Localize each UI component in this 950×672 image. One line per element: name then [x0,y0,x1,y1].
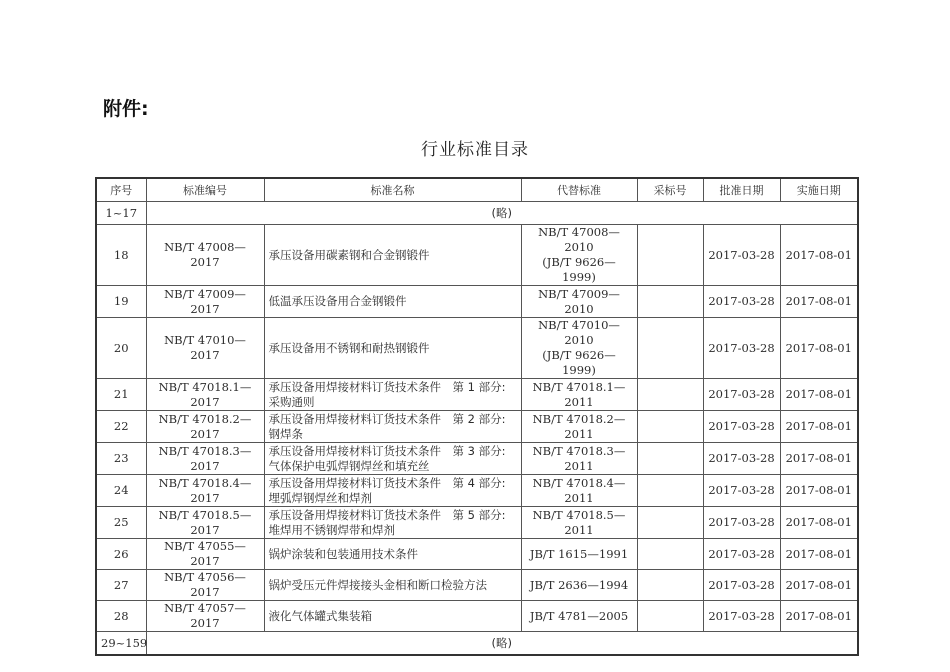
replaces-cell-line: NB/T 47018.4—2011 [532,475,626,505]
effective-cell [780,539,858,570]
name-cell-line: 液化气体罐式集装箱 [268,608,372,623]
replaces-cell [521,475,637,507]
replaces-cell [521,318,637,379]
header-code: 标准编号 [146,178,264,202]
code-cell [146,507,264,539]
omitted-text: (略) [146,202,858,225]
adopted-cell [637,411,703,443]
replaces-cell [521,539,637,570]
approved-cell [703,475,780,507]
replaces-cell [521,225,637,286]
replaces-cell [521,411,637,443]
name-cell-line: 承压设备用焊接材料订货技术条件 第 3 部分: [268,443,506,458]
effective-cell-line: 2017-08-01 [785,419,852,433]
name-cell-line: 承压设备用焊接材料订货技术条件 第 4 部分: [268,475,506,490]
effective-cell-line: 2017-08-01 [785,294,852,308]
header-adopted: 采标号 [637,178,703,202]
approved-cell-line: 2017-03-28 [708,451,775,465]
serial-cell [96,286,146,318]
approved-cell-line: 2017-03-28 [708,247,775,262]
name-cell-line: 锅炉受压元件焊接接头金相和断口检验方法 [268,577,487,592]
code-cell-line: NB/T 47018.5—2017 [158,507,252,537]
replaces-cell-line: NB/T 47010—2010 [538,318,620,347]
adopted-cell [637,443,703,475]
table-row [96,225,858,286]
replaces-cell-line: (JB/T 9626—1999) [542,348,616,377]
serial-cell [96,443,146,475]
code-cell [146,318,264,379]
effective-cell [780,475,858,507]
name-cell-line: 锅炉涂装和包装通用技术条件 [268,546,418,561]
effective-cell-line: 2017-08-01 [785,515,852,529]
name-cell [264,475,521,507]
replaces-cell [521,601,637,632]
effective-cell-line: 2017-08-01 [785,340,852,355]
effective-cell [780,225,858,286]
effective-cell [780,318,858,379]
name-cell [264,225,521,286]
omitted-row-top [96,202,858,225]
approved-cell [703,443,780,475]
serial-cell [96,318,146,379]
serial-cell [96,570,146,601]
replaces-cell-line: JB/T 4781—2005 [529,608,629,623]
omitted-range: 1~17 [96,202,146,225]
code-cell-line: NB/T 47009—2017 [164,286,246,316]
name-cell-line: 堆焊用不锈钢焊带和焊剂 [268,522,395,537]
approved-cell-line: 2017-03-28 [708,419,775,433]
attachment-label: 附件: [103,98,149,120]
header-name: 标准名称 [264,178,521,202]
effective-cell [780,411,858,443]
omitted-row-bottom [96,632,858,656]
serial-cell-line: 23 [113,451,129,465]
effective-cell-line: 2017-08-01 [785,387,852,401]
header-serial: 序号 [96,178,146,202]
effective-cell-line: 2017-08-01 [785,483,852,497]
effective-cell [780,570,858,601]
table-row [96,570,858,601]
name-cell [264,318,521,379]
replaces-cell [521,286,637,318]
approved-cell [703,225,780,286]
serial-cell-line: 26 [113,546,129,561]
name-cell-line: 承压设备用焊接材料订货技术条件 第 2 部分: [268,411,506,426]
replaces-cell [521,507,637,539]
table-row [96,411,858,443]
serial-cell [96,539,146,570]
table-row [96,379,858,411]
name-cell-line: 承压设备用不锈钢和耐热钢锻件 [268,340,430,355]
code-cell [146,411,264,443]
serial-cell-line: 27 [113,577,129,592]
omitted-text: (略) [146,632,858,656]
effective-cell-line: 2017-08-01 [785,247,852,262]
serial-cell-line: 25 [113,515,129,529]
serial-cell-line: 24 [113,483,129,497]
code-cell-line: NB/T 47018.3—2017 [158,443,252,473]
serial-cell-line: 20 [113,340,129,355]
replaces-cell-line: NB/T 47018.1—2011 [532,379,626,409]
name-cell [264,601,521,632]
code-cell [146,379,264,411]
replaces-cell-line: (JB/T 9626—1999) [542,255,616,284]
serial-cell [96,601,146,632]
table-row [96,539,858,570]
serial-cell-line: 21 [113,387,129,401]
replaces-cell [521,570,637,601]
omitted-range: 29~159 [96,632,146,656]
approved-cell-line: 2017-03-28 [708,294,775,308]
serial-cell-line: 19 [113,294,129,308]
header-effective: 实施日期 [780,178,858,202]
code-cell [146,539,264,570]
code-cell-line: NB/T 47057—2017 [164,601,246,630]
approved-cell [703,601,780,632]
code-cell [146,475,264,507]
name-cell [264,443,521,475]
adopted-cell [637,507,703,539]
name-cell-line: 承压设备用焊接材料订货技术条件 第 1 部分: [268,379,506,394]
code-cell-line: NB/T 47010—2017 [164,333,246,362]
replaces-cell-line: NB/T 47018.2—2011 [532,411,626,441]
table-row [96,507,858,539]
adopted-cell [637,318,703,379]
serial-cell-line: 18 [113,247,129,262]
approved-cell [703,507,780,539]
code-cell [146,225,264,286]
header-approved: 批准日期 [703,178,780,202]
name-cell [264,411,521,443]
replaces-cell-line: NB/T 47008—2010 [538,225,620,254]
code-cell-line: NB/T 47018.4—2017 [158,475,252,505]
code-cell-line: NB/T 47018.2—2017 [158,411,252,441]
code-cell [146,601,264,632]
approved-cell-line: 2017-03-28 [708,340,775,355]
approved-cell-line: 2017-03-28 [708,387,775,401]
document-title: 行业标准目录 [421,140,529,160]
approved-cell-line: 2017-03-28 [708,546,775,561]
code-cell-line: NB/T 47018.1—2017 [158,379,252,409]
effective-cell [780,286,858,318]
code-cell-line: NB/T 47056—2017 [164,570,246,599]
effective-cell [780,601,858,632]
effective-cell [780,507,858,539]
effective-cell-line: 2017-08-01 [785,608,852,623]
approved-cell-line: 2017-03-28 [708,483,775,497]
effective-cell-line: 2017-08-01 [785,451,852,465]
serial-cell [96,379,146,411]
effective-cell [780,379,858,411]
approved-cell [703,570,780,601]
adopted-cell [637,475,703,507]
approved-cell [703,379,780,411]
approved-cell-line: 2017-03-28 [708,577,775,592]
approved-cell [703,318,780,379]
header-replaces: 代替标准 [521,178,637,202]
approved-cell-line: 2017-03-28 [708,515,775,529]
replaces-cell-line: NB/T 47009—2010 [538,286,620,316]
approved-cell [703,539,780,570]
standards-table [95,177,859,656]
adopted-cell [637,601,703,632]
adopted-cell [637,286,703,318]
code-cell [146,570,264,601]
code-cell-line: NB/T 47055—2017 [164,539,246,568]
serial-cell [96,507,146,539]
name-cell-line: 承压设备用焊接材料订货技术条件 第 5 部分: [268,507,506,522]
name-cell-line: 钢焊条 [268,426,303,441]
approved-cell [703,286,780,318]
table-row [96,286,858,318]
replaces-cell-line: NB/T 47018.5—2011 [532,507,626,537]
name-cell [264,379,521,411]
effective-cell [780,443,858,475]
table-header-row [96,178,858,202]
table-row [96,443,858,475]
adopted-cell [637,539,703,570]
effective-cell-line: 2017-08-01 [785,577,852,592]
replaces-cell-line: JB/T 2636—1994 [529,577,629,592]
serial-cell-line: 28 [113,608,129,623]
name-cell-line: 承压设备用碳素钢和合金钢锻件 [268,247,430,262]
replaces-cell-line: NB/T 47018.3—2011 [532,443,626,473]
name-cell [264,570,521,601]
name-cell-line: 埋弧焊钢焊丝和焊剂 [268,490,372,505]
name-cell-line: 低温承压设备用合金钢锻件 [268,294,407,308]
name-cell [264,507,521,539]
name-cell [264,539,521,570]
replaces-cell [521,443,637,475]
serial-cell [96,411,146,443]
serial-cell [96,475,146,507]
approved-cell [703,411,780,443]
table-row [96,475,858,507]
serial-cell-line: 22 [113,419,129,433]
code-cell [146,443,264,475]
name-cell-line: 气体保护电弧焊钢焊丝和填充丝 [268,458,430,473]
serial-cell [96,225,146,286]
adopted-cell [637,379,703,411]
replaces-cell [521,379,637,411]
approved-cell-line: 2017-03-28 [708,608,775,623]
replaces-cell-line: JB/T 1615—1991 [529,546,629,561]
name-cell [264,286,521,318]
table-row [96,318,858,379]
code-cell [146,286,264,318]
effective-cell-line: 2017-08-01 [785,546,852,561]
name-cell-line: 采购通则 [268,394,315,409]
adopted-cell [637,225,703,286]
adopted-cell [637,570,703,601]
code-cell-line: NB/T 47008—2017 [164,240,246,269]
table-row [96,601,858,632]
